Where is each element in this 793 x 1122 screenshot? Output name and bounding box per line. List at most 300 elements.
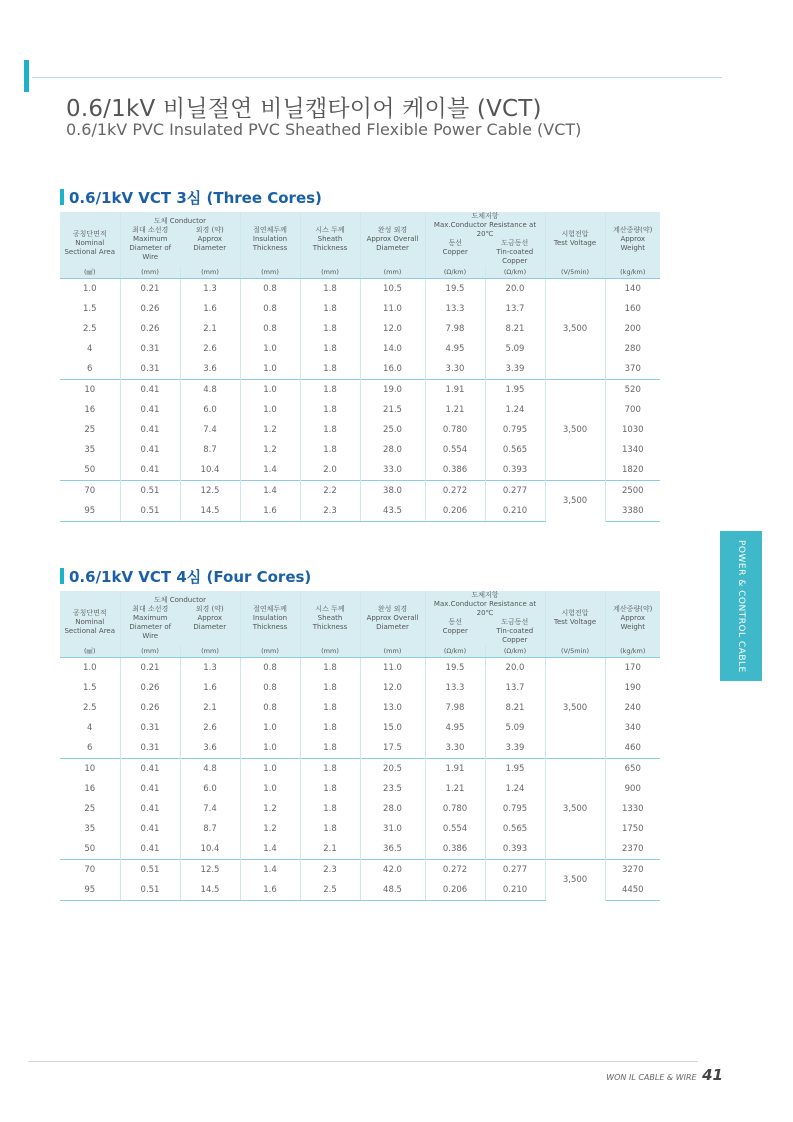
unit-label: (mm) [240,266,300,279]
col-head-overall-diameter [360,212,425,266]
table-cell: 38.0 [360,481,425,502]
col-kr: 동선 [448,239,463,247]
table-cell: 1.8 [300,339,360,359]
table-cell: 0.8 [240,279,300,300]
table-cell: 0.206 [425,501,485,522]
table-cell: 4 [60,339,120,359]
table-cell: 1.8 [300,279,360,300]
unit-label: (mm) [360,645,425,658]
test-voltage-cell: 3,500 [545,380,605,481]
table-cell: 1.2 [240,440,300,460]
table-cell: 1030 [621,425,644,435]
table-cell: 2.6 [180,718,240,738]
table-row [60,860,660,881]
table-cell: 0.393 [485,460,545,481]
table-cell: 0.41 [120,420,180,440]
table-cell: 36.5 [360,839,425,860]
col-head-insulation [240,591,300,645]
table-cell: 1.8 [300,380,360,401]
table-cell: 1.8 [300,678,360,698]
table-cell: 0.565 [485,819,545,839]
table-cell: 10.4 [180,460,240,481]
table-cell: 1.5 [60,678,120,698]
side-tab-label: POWER & CONTROL CABLE [736,539,746,673]
table-cell: 19.5 [425,658,485,679]
unit-label: (㎟) [60,645,120,658]
table-cell: 520 [605,380,660,401]
table-cell: 1.4 [240,460,300,481]
table-cell: 0.41 [120,759,180,780]
section-title-text: 0.6/1kV VCT 3심 (Three Cores) [69,188,322,207]
col-head-conductor [120,212,240,266]
col-en: Copper [502,257,528,265]
col-en: Weight [620,243,645,252]
table-cell: 6 [60,738,120,759]
table-cell: 17.5 [360,738,425,759]
table-cell: 0.8 [240,319,300,339]
table-cell: 6.0 [180,779,240,799]
col-en: Approx [620,234,646,243]
unit-label: (mm) [120,645,180,658]
page-number: 41 [702,1066,723,1084]
table-cell: 340 [624,723,641,733]
table-cell: 1330 [621,804,644,814]
unit-label: (mm) [240,645,300,658]
col-en: Diameter of Wire [129,622,172,640]
table-cell: 1.0 [60,658,120,679]
table-cell: 16.0 [360,359,425,380]
table-cell: 3.39 [485,738,545,759]
table-cell: 25 [60,799,120,819]
col-en: Nominal [75,618,105,626]
col-en: Test Voltage [553,618,597,626]
table-cell: 0.21 [120,658,180,679]
table-cell: 3.39 [485,359,545,380]
page-title-korean: 0.6/1kV 비닐절연 비닐캡타이어 케이블 (VCT) [66,96,542,122]
table-cell: 2.5 [60,698,120,718]
table-cell: 7.4 [180,799,240,819]
col-en: Diameter [376,622,409,631]
col-en: Diameter [193,243,227,252]
table-cell: 5.09 [485,718,545,738]
section-title-text: 0.6/1kV VCT 4심 (Four Cores) [69,567,312,586]
table-cell: 0.210 [485,880,545,901]
page-title-english: 0.6/1kV PVC Insulated PVC Sheathed Flexible Power Cable (VCT) [66,120,582,139]
table-cell: 1.0 [60,279,120,300]
table-row [60,380,660,401]
col-kr: 공칭단면적 [72,230,107,238]
footer [606,1066,723,1084]
table-cell: 1.6 [240,501,300,522]
table-cell: 3270 [605,860,660,881]
section-title [60,565,660,587]
col-head-nominal-area [60,591,120,645]
table-cell: 0.51 [120,501,180,522]
table-cell: 0.554 [425,819,485,839]
table-cell: 900 [624,784,641,794]
table-cell: 0.51 [120,481,180,502]
col-head-conductor [120,591,240,645]
table-cell: 6.0 [180,400,240,420]
table-cell: 1.8 [300,359,360,380]
table-cell: 0.26 [120,698,180,718]
table-cell: 0.272 [425,481,485,502]
col-kr: 도금동선 [501,239,529,247]
table-cell: 1.8 [300,698,360,718]
spec-table [60,212,660,522]
table-cell: 0.386 [425,460,485,481]
table-cell: 10 [60,380,120,401]
table-cell: 1.8 [300,420,360,440]
table-cell: 1.2 [240,819,300,839]
col-head-test-voltage [545,591,605,645]
header-divider [32,77,722,78]
col-group: 도체 Conductor [154,595,206,604]
col-kr: 동선 [448,618,463,626]
table-cell: 1820 [621,465,644,475]
table-cell: 1.95 [485,759,545,780]
col-head-overall-diameter [360,591,425,645]
table-cell: 13.7 [485,299,545,319]
section-three-cores [60,186,660,522]
table-cell: 15.0 [360,718,425,738]
table-cell: 28.0 [360,440,425,460]
col-en: Thickness [312,622,348,631]
col-en: Diameter [193,622,227,631]
table-cell: 0.277 [485,860,545,881]
unit-label: (V/5min) [545,266,605,279]
table-cell: 4.8 [180,380,240,401]
table-cell: 1.8 [300,658,360,679]
table-cell: 48.5 [360,880,425,901]
table-cell: 1.0 [240,359,300,380]
col-en: Sheath [317,613,343,622]
table-cell: 2.0 [300,460,360,481]
table-cell: 50 [60,460,120,481]
section-title [60,186,660,208]
col-kr: 외경 (약) [195,604,224,613]
col-kr: 시스 두께 [315,604,345,613]
col-head-sheath [300,591,360,645]
col-kr: 도금동선 [501,618,529,626]
table-cell: 10 [60,759,120,780]
table-cell: 4.8 [180,759,240,780]
table-cell: 0.41 [120,460,180,481]
table-cell: 200 [624,324,641,334]
table-cell: 1.5 [60,299,120,319]
table-cell: 0.41 [120,380,180,401]
col-en: Approx Overall [366,613,419,622]
table-cell: 1.8 [300,779,360,799]
table-cell: 0.31 [120,359,180,380]
table-cell: 1.8 [300,759,360,780]
table-cell: 0.21 [120,279,180,300]
table-cell: 0.26 [120,319,180,339]
unit-label: (mm) [120,266,180,279]
col-head-resistance [425,591,545,645]
table-cell: 0.8 [240,658,300,679]
table-cell: 1.3 [180,658,240,679]
table-cell: 370 [624,364,641,374]
col-en: Weight [620,622,645,631]
table-cell: 1340 [621,445,644,455]
table-cell: 7.98 [425,698,485,718]
table-cell: 11.0 [360,658,425,679]
col-en: Diameter [376,243,409,252]
col-kr: 최대 소선경 [132,604,169,613]
table-cell: 2.5 [60,319,120,339]
table-cell: 170 [605,658,660,679]
col-en: Insulation [252,234,288,243]
test-voltage-cell: 3,500 [545,759,605,860]
table-row [60,279,660,300]
table-cell: 8.21 [485,698,545,718]
table-cell: 160 [624,304,641,314]
table-cell: 19.5 [425,279,485,300]
table-cell: 0.386 [425,839,485,860]
col-kr: 시험전압 [561,230,589,238]
table-cell: 2370 [621,844,644,854]
table-cell: 0.206 [425,880,485,901]
table-cell: 4 [60,718,120,738]
table-cell: 1.0 [240,759,300,780]
table-cell: 7.98 [425,319,485,339]
unit-label: (kg/km) [605,645,660,658]
table-cell: 8.21 [485,319,545,339]
table-cell: 8.7 [180,440,240,460]
col-group: 도체저항 [471,212,499,220]
table-cell: 95 [60,880,120,901]
table-cell: 20.0 [485,658,545,679]
table-cell: 28.0 [360,799,425,819]
col-en: Thickness [252,622,288,631]
table-cell: 1.2 [240,420,300,440]
table-cell: 2.5 [300,880,360,901]
col-en: Copper [502,636,528,644]
col-head-weight [605,591,660,645]
col-en: Approx [197,613,223,622]
table-cell: 16 [60,779,120,799]
table-cell: 70 [60,481,120,502]
col-head-insulation [240,212,300,266]
table-cell: 2.1 [180,698,240,718]
test-voltage-cell: 3,500 [545,860,605,901]
table-cell: 12.5 [180,860,240,881]
col-head-resistance [425,212,545,266]
col-kr: 절연체두께 [253,225,287,234]
table-cell: 240 [624,703,641,713]
table-cell: 8.7 [180,819,240,839]
table-cell: 1.0 [240,380,300,401]
table-cell: 0.795 [485,420,545,440]
table-cell: 1.4 [240,839,300,860]
table-cell: 13.3 [425,299,485,319]
col-kr: 절연체두께 [253,604,287,613]
table-cell: 0.41 [120,779,180,799]
unit-label: (Ω/km) [485,266,545,279]
table-cell: 2.2 [300,481,360,502]
table-cell: 0.8 [240,299,300,319]
table-cell: 16 [60,400,120,420]
col-kr: 계산중량(약) [613,225,653,234]
table-cell: 0.780 [425,799,485,819]
table-cell: 35 [60,440,120,460]
col-en: Sheath [317,234,343,243]
col-kr: 완성 외경 [377,225,408,234]
table-cell: 2.6 [180,339,240,359]
col-en: Test Voltage [553,239,597,247]
table-cell: 1.4 [240,860,300,881]
header-accent-bar [24,60,29,92]
table-cell: 0.565 [485,440,545,460]
table-cell: 10.4 [180,839,240,860]
col-group: 도체저항 [471,591,499,599]
table-cell: 7.4 [180,420,240,440]
table-cell: 1.21 [425,779,485,799]
table-cell: 0.41 [120,400,180,420]
table-cell: 1.0 [240,718,300,738]
table-cell: 13.3 [425,678,485,698]
table-cell: 0.26 [120,678,180,698]
table-cell: 1.0 [240,339,300,359]
footer-brand: WON IL CABLE & WIRE [606,1073,697,1082]
table-cell: 19.0 [360,380,425,401]
table-cell: 21.5 [360,400,425,420]
section-title-marker [60,189,64,205]
col-en: Sectional Area [64,627,116,635]
table-cell: 460 [624,743,641,753]
table-cell: 3.6 [180,359,240,380]
col-kr: 시스 두께 [315,225,345,234]
footer-divider [28,1061,698,1062]
table-cell: 0.31 [120,738,180,759]
table-cell: 2.3 [300,501,360,522]
unit-label: (mm) [180,645,240,658]
table-cell: 31.0 [360,819,425,839]
col-en: Copper [442,248,468,256]
table-cell: 25 [60,420,120,440]
col-en: Thickness [312,243,348,252]
table-cell: 6 [60,359,120,380]
table-cell: 95 [60,501,120,522]
table-cell: 10.5 [360,279,425,300]
table-cell: 2.3 [300,860,360,881]
unit-label: (kg/km) [605,266,660,279]
table-cell: 0.51 [120,880,180,901]
col-head-nominal-area [60,212,120,266]
col-en: Approx [620,613,646,622]
table-cell: 1.3 [180,279,240,300]
table-row [60,481,660,502]
col-kr: 최대 소선경 [132,225,169,234]
table-cell: 0.41 [120,839,180,860]
table-cell: 5.09 [485,339,545,359]
table-cell: 1.24 [485,400,545,420]
test-voltage-cell: 3,500 [545,658,605,759]
table-cell: 2.1 [180,319,240,339]
unit-label: (mm) [360,266,425,279]
table-cell: 1.8 [300,819,360,839]
col-en: Approx Overall [366,234,419,243]
table-cell: 1.8 [300,299,360,319]
table-cell: 20.0 [485,279,545,300]
table-cell: 1.6 [180,299,240,319]
col-en: Tin-coated [496,248,534,256]
table-cell: 1.0 [240,779,300,799]
table-cell: 0.780 [425,420,485,440]
unit-label: (Ω/km) [485,645,545,658]
table-cell: 650 [605,759,660,780]
col-kr: 완성 외경 [377,604,408,613]
spec-table [60,591,660,901]
table-cell: 0.26 [120,299,180,319]
table-cell: 0.277 [485,481,545,502]
col-en: Approx [197,234,223,243]
col-kr: 계산중량(약) [613,604,653,613]
side-tab[interactable] [720,531,762,681]
table-cell: 1.21 [425,400,485,420]
table-cell: 1.24 [485,779,545,799]
col-group: 도체 Conductor [154,216,206,225]
table-cell: 4.95 [425,339,485,359]
table-cell: 0.41 [120,819,180,839]
table-cell: 0.393 [485,839,545,860]
table-cell: 12.0 [360,319,425,339]
table-cell: 3.30 [425,738,485,759]
table-cell: 1.95 [485,380,545,401]
table-cell: 25.0 [360,420,425,440]
unit-label: (Ω/km) [425,266,485,279]
unit-label: (mm) [180,266,240,279]
table-cell: 12.0 [360,678,425,698]
table-cell: 2500 [605,481,660,502]
unit-label: (mm) [300,645,360,658]
col-en: Nominal [75,239,105,247]
col-group: Max.Conductor Resistance at 20℃ [433,221,537,238]
table-cell: 1.2 [240,799,300,819]
table-cell: 0.8 [240,678,300,698]
table-cell: 13.7 [485,678,545,698]
table-cell: 3380 [605,501,660,522]
col-en: Copper [442,627,468,635]
table-cell: 0.31 [120,718,180,738]
table-cell: 1.4 [240,481,300,502]
table-cell: 1.91 [425,380,485,401]
table-cell: 0.272 [425,860,485,881]
table-cell: 1.0 [240,400,300,420]
table-cell: 0.41 [120,799,180,819]
table-cell: 0.795 [485,799,545,819]
col-en: Sectional Area [64,248,116,256]
unit-label: (Ω/km) [425,645,485,658]
table-cell: 1.8 [300,440,360,460]
table-row [60,759,660,780]
col-kr: 시험전압 [561,609,589,617]
table-cell: 4450 [605,880,660,901]
table-cell: 1750 [621,824,644,834]
table-cell: 33.0 [360,460,425,481]
table-cell: 1.8 [300,718,360,738]
col-kr: 공칭단면적 [72,609,107,617]
table-cell: 43.5 [360,501,425,522]
table-cell: 42.0 [360,860,425,881]
table-cell: 1.6 [180,678,240,698]
col-en: Maximum [133,234,168,243]
table-cell: 20.5 [360,759,425,780]
table-cell: 23.5 [360,779,425,799]
unit-label: (㎟) [60,266,120,279]
table-cell: 1.0 [240,738,300,759]
